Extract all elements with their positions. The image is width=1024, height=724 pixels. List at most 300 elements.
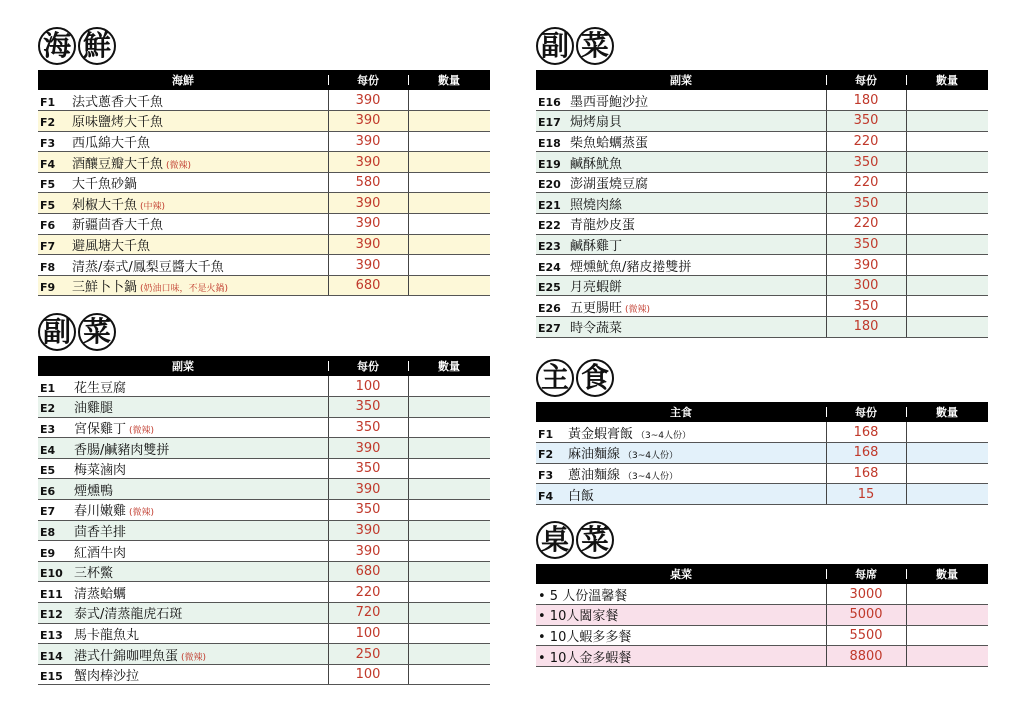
quantity-field[interactable] [408,603,490,624]
item-name-cell [38,152,328,173]
table-row [536,172,988,193]
item-name: 港式什錦咖哩魚蛋 [74,648,179,664]
item-code: E18 [538,136,561,150]
quantity-field[interactable] [408,255,490,276]
table-row [536,317,988,338]
seafood-heading [38,24,490,68]
quantity-field[interactable] [408,397,490,418]
item-code: E10 [40,567,63,581]
table-row [536,605,988,626]
item-code: E20 [538,178,561,192]
quantity-field[interactable] [408,623,490,644]
item-name-cell [536,296,826,317]
table-row [536,484,988,505]
col-qty-header: 數量 [906,402,988,422]
item-name: 泰式/清蒸龍虎石斑 [74,607,183,623]
quantity-field[interactable] [408,479,490,500]
table-row [536,584,988,605]
item-name-cell [38,582,328,603]
item-note: (微辣) [181,652,207,663]
heading-char: 鮮 [78,27,116,65]
item-name-cell [38,193,328,214]
item-name: 鹹酥魷魚 [570,156,623,172]
quantity-field[interactable] [408,275,490,296]
sides-right-heading [536,24,988,68]
table-row [38,131,490,152]
item-name: 照燒肉絲 [570,197,623,213]
table-row [38,275,490,296]
item-note: (微辣) [166,160,192,171]
item-price: 168 [826,443,906,464]
col-qty-header: 數量 [408,356,490,376]
item-name: 煙燻鴨 [74,483,114,499]
table-row [38,603,490,624]
table-row [38,438,490,459]
item-code: E17 [538,116,561,130]
quantity-field[interactable] [906,111,988,132]
item-name-cell [536,214,826,235]
item-price: 168 [826,463,906,484]
col-price-header: 每份 [826,70,906,90]
item-note: (奶油口味，不是火鍋) [140,284,229,295]
item-note: （3~4人份） [623,451,679,462]
table-row [536,463,988,484]
item-name-cell [38,376,328,397]
quantity-field[interactable] [906,152,988,173]
item-price: 390 [328,111,408,132]
item-price: 390 [328,90,408,111]
item-note: (微辣) [129,425,155,436]
table-row [536,131,988,152]
item-price: 390 [826,255,906,276]
quantity-field[interactable] [408,500,490,521]
item-name: 法式蔥香大千魚 [72,94,164,110]
item-name-cell [38,438,328,459]
item-price: 350 [826,234,906,255]
col-price-header: 每份 [328,356,408,376]
item-name-cell [38,255,328,276]
quantity-field[interactable] [408,234,490,255]
col-name-header: 桌菜 [670,568,692,581]
item-name-cell [536,625,826,646]
quantity-field[interactable] [906,193,988,214]
quantity-field[interactable] [906,90,988,111]
item-price: 390 [328,193,408,214]
item-name: • 10人金多蝦餐 [538,650,632,666]
table-row [38,111,490,132]
item-name: 柴魚蛤蠣蒸蛋 [570,135,649,151]
item-price: 390 [328,520,408,541]
table-row [536,214,988,235]
item-name-cell [38,417,328,438]
item-code: F4 [40,157,56,171]
item-name: 紅酒牛肉 [74,545,127,561]
quantity-field[interactable] [906,296,988,317]
item-code: F5 [40,178,56,192]
table-row [38,520,490,541]
heading-char: 桌 [536,521,574,559]
item-name: 梅菜滷肉 [74,463,127,479]
item-code: E25 [538,281,561,295]
table-row [536,152,988,173]
item-code: E15 [40,670,63,684]
set-menu-heading [536,518,988,562]
item-name: 五更腸旺 [570,300,623,316]
item-name: • 10人闔家餐 [538,609,619,625]
table-row [38,500,490,521]
item-code: F1 [538,427,554,441]
quantity-field[interactable] [408,664,490,685]
col-qty-header: 數量 [906,564,988,584]
item-name-cell [536,584,826,605]
item-name-cell [38,275,328,296]
item-code: E26 [538,301,561,315]
heading-char: 食 [576,359,614,397]
quantity-field[interactable] [408,152,490,173]
quantity-field[interactable] [906,214,988,235]
quantity-field[interactable] [906,443,988,464]
table-row [38,479,490,500]
quantity-field[interactable] [408,172,490,193]
item-name-cell [536,111,826,132]
quantity-field[interactable] [906,625,988,646]
item-price: 350 [826,296,906,317]
table-row [38,193,490,214]
item-price: 390 [328,152,408,173]
col-price-header: 每份 [826,402,906,422]
table-row [536,422,988,443]
item-name-cell [536,152,826,173]
item-name-cell [38,90,328,111]
item-price: 720 [328,603,408,624]
table-row [536,443,988,464]
item-code: E21 [538,198,561,212]
item-name: 時令蔬菜 [570,321,623,337]
table-row [38,541,490,562]
item-price: 168 [826,422,906,443]
item-code: F3 [538,468,554,482]
quantity-field[interactable] [408,582,490,603]
item-name: 花生豆腐 [74,380,127,396]
item-price: 220 [826,214,906,235]
item-name: 黃金蝦膏飯 [568,426,634,442]
item-name-cell [536,172,826,193]
quantity-field[interactable] [408,438,490,459]
item-name-cell [536,317,826,338]
item-name-cell [38,234,328,255]
item-code: F8 [40,260,56,274]
heading-char: 主 [536,359,574,397]
item-name-cell [536,255,826,276]
table-row [38,234,490,255]
item-name: 春川嫩雞 [74,504,127,520]
item-price: 350 [826,152,906,173]
item-name-cell [38,664,328,685]
item-name: 酒釀豆瓣大千魚 [72,156,164,172]
table-row [38,458,490,479]
item-note: （3~4人份） [623,471,679,482]
item-code: E5 [40,464,56,478]
item-price: 250 [328,644,408,665]
table-row [536,90,988,111]
item-price: 350 [328,458,408,479]
item-name-cell [38,111,328,132]
item-name-cell [38,541,328,562]
quantity-field[interactable] [906,584,988,605]
quantity-field[interactable] [906,422,988,443]
table-row [38,152,490,173]
heading-char: 菜 [78,313,116,351]
table-row [38,397,490,418]
table-row [38,90,490,111]
table-row [38,623,490,644]
item-price: 350 [328,397,408,418]
set-menu-section [536,518,988,667]
quantity-field[interactable] [408,214,490,235]
quantity-field[interactable] [408,541,490,562]
item-code: F4 [538,489,554,503]
item-name-cell [536,443,826,464]
sides-left-heading [38,310,490,354]
item-name: 馬卡龍魚丸 [74,627,140,643]
table-row [38,561,490,582]
item-name-cell [38,623,328,644]
item-price: 5500 [826,625,906,646]
item-price: 350 [826,111,906,132]
col-qty-header: 數量 [906,70,988,90]
item-price: 390 [328,255,408,276]
item-name: 墨西哥鮑沙拉 [570,94,649,110]
quantity-field[interactable] [906,234,988,255]
quantity-field[interactable] [906,275,988,296]
item-name: 澎湖蛋燒豆腐 [570,177,649,193]
staple-table [536,402,988,505]
quantity-field[interactable] [408,193,490,214]
quantity-field[interactable] [906,255,988,276]
quantity-field[interactable] [408,417,490,438]
item-code: F6 [40,219,56,233]
table-row [536,193,988,214]
item-code: E1 [40,381,56,395]
item-price: 390 [328,214,408,235]
quantity-field[interactable] [906,646,988,667]
item-price: 350 [328,417,408,438]
table-row [536,296,988,317]
item-price: 390 [328,234,408,255]
sides-right-table [536,70,988,338]
table-row [38,255,490,276]
item-name: 避風塘大千魚 [72,238,151,254]
item-price: 100 [328,623,408,644]
item-price: 580 [328,172,408,193]
item-price: 390 [328,541,408,562]
item-name: 煙燻魷魚/豬皮捲雙拼 [570,259,692,275]
item-code: E12 [40,608,63,622]
item-name-cell [536,275,826,296]
table-row [536,234,988,255]
quantity-field[interactable] [408,90,490,111]
item-code: E16 [538,95,561,109]
seafood-table [38,70,490,296]
quantity-field[interactable] [906,605,988,626]
table-row [38,214,490,235]
quantity-field[interactable] [906,317,988,338]
item-name: 白飯 [568,488,595,504]
item-name: 茴香羊排 [74,524,127,540]
item-name: 油雞腿 [74,401,114,417]
item-code: E6 [40,484,56,498]
item-name-cell [38,131,328,152]
item-name-cell [38,458,328,479]
item-note: (微辣) [129,508,155,519]
col-name-header: 副菜 [670,74,692,87]
item-name-cell [38,479,328,500]
item-name: 月亮蝦餅 [570,280,623,296]
item-name: • 10人蝦多多餐 [538,629,632,645]
item-code: F2 [40,116,56,130]
item-code: E8 [40,525,56,539]
col-price-header: 每份 [328,70,408,90]
table-row [38,644,490,665]
quantity-field[interactable] [906,172,988,193]
item-price: 100 [328,376,408,397]
quantity-field[interactable] [408,131,490,152]
table-row [536,625,988,646]
quantity-field[interactable] [906,463,988,484]
item-code: F7 [40,239,56,253]
col-qty-header: 數量 [408,70,490,90]
item-name: 三杯鱉 [74,566,114,582]
table-row [536,255,988,276]
item-price: 15 [826,484,906,505]
quantity-field[interactable] [906,484,988,505]
item-price: 390 [328,131,408,152]
item-name: 青龍炒皮蛋 [570,218,636,234]
item-price: 5000 [826,605,906,626]
heading-char: 副 [536,27,574,65]
quantity-field[interactable] [408,111,490,132]
item-name-cell [38,561,328,582]
item-code: E13 [40,628,63,642]
item-code: E14 [40,649,63,663]
item-price: 350 [826,193,906,214]
quantity-field[interactable] [408,458,490,479]
table-row [536,111,988,132]
item-price: 220 [328,582,408,603]
item-code: E3 [40,422,56,436]
item-code: F1 [40,95,56,109]
item-name: 新疆茴香大千魚 [72,218,164,234]
quantity-field[interactable] [408,644,490,665]
item-name: 清蒸/泰式/鳳梨豆醬大千魚 [72,259,224,275]
table-row [536,275,988,296]
item-price: 180 [826,317,906,338]
item-code: E11 [40,587,63,601]
item-price: 220 [826,172,906,193]
heading-char: 菜 [576,521,614,559]
item-note: (中辣) [140,201,166,212]
seafood-section [38,24,490,296]
heading-char: 菜 [576,27,614,65]
item-code: E23 [538,239,561,253]
item-code: E27 [538,322,561,336]
item-name: 清蒸蛤蠣 [74,586,127,602]
item-name: 剁椒大千魚 [72,197,138,213]
item-name-cell [536,605,826,626]
table-row [536,646,988,667]
quantity-field[interactable] [408,561,490,582]
sides-left-table [38,356,490,685]
item-name-cell [38,172,328,193]
item-note: (微辣) [625,304,651,315]
item-code: F2 [538,448,554,462]
item-code: E22 [538,219,561,233]
item-name-cell [38,520,328,541]
item-price: 680 [328,561,408,582]
item-name: 蔥油麵線 [568,467,621,483]
set-menu-table [536,564,988,667]
item-name: 香腸/鹹豬肉雙拼 [74,442,170,458]
item-name-cell [536,463,826,484]
item-name-cell [38,644,328,665]
quantity-field[interactable] [408,376,490,397]
item-name-cell [38,500,328,521]
item-name: 大千魚砂鍋 [72,177,138,193]
item-name: 宮保雞丁 [74,421,127,437]
item-price: 3000 [826,584,906,605]
item-name: 焗烤扇貝 [570,115,623,131]
quantity-field[interactable] [408,520,490,541]
item-name: 麻油麵線 [568,447,621,463]
item-name: 鹹酥雞丁 [570,238,623,254]
sides-left-section [38,310,490,685]
item-name-cell [536,646,826,667]
item-code: F5 [40,198,56,212]
table-row [38,582,490,603]
item-name-cell [536,90,826,111]
item-name-cell [38,214,328,235]
item-code: F3 [40,136,56,150]
table-row [38,664,490,685]
table-row [38,172,490,193]
col-name-header: 副菜 [172,360,194,373]
quantity-field[interactable] [906,131,988,152]
sides-right-section [536,24,988,338]
item-price: 180 [826,90,906,111]
item-name: 三鮮卜卜鍋 [72,280,138,296]
item-name-cell [536,131,826,152]
item-code: E19 [538,157,561,171]
staple-section [536,356,988,505]
item-code: E2 [40,402,56,416]
item-code: E24 [538,260,561,274]
item-price: 350 [328,500,408,521]
item-price: 680 [328,275,408,296]
item-name-cell [536,422,826,443]
heading-char: 海 [38,27,76,65]
item-price: 8800 [826,646,906,667]
col-price-header: 每席 [826,564,906,584]
item-name: 蟹肉棒沙拉 [74,669,140,685]
item-name: 原味鹽烤大千魚 [72,115,164,131]
item-code: E9 [40,546,56,560]
col-name-header: 海鮮 [172,74,194,87]
table-row [38,376,490,397]
item-price: 300 [826,275,906,296]
item-code: F9 [40,281,56,295]
table-row [38,417,490,438]
item-name-cell [536,484,826,505]
